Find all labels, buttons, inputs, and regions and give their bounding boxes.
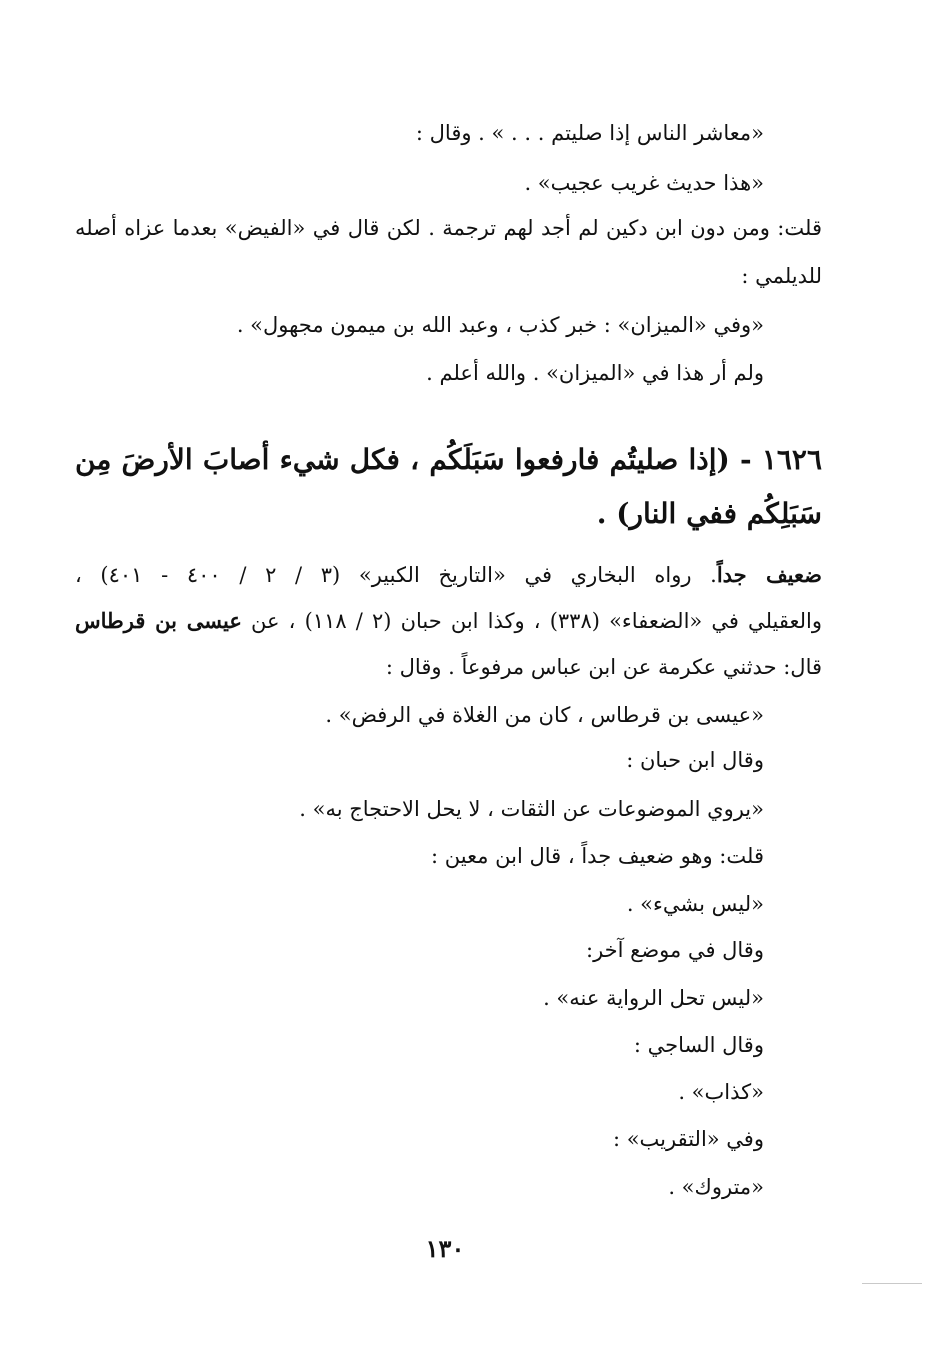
quote-line: «ليس تحل الرواية عنه» . xyxy=(543,986,764,1010)
text-line: قلت: وهو ضعيف جداً ، قال ابن معين : xyxy=(431,844,764,868)
text-line: وقال ابن حبان : xyxy=(626,748,764,772)
scan-mark xyxy=(862,1283,922,1284)
text-line: قلت: ومن دون ابن دكين لم أجد لهم ترجمة . لكن قال في «الفيض» بعدما عزاه أصله xyxy=(75,216,822,240)
text-line: وفي «التقريب» : xyxy=(612,1127,764,1151)
quote-line: «هذا حديث غريب عجيب» . xyxy=(524,171,764,195)
grading-line xyxy=(75,560,822,590)
quote-line: «ليس بشيء» . xyxy=(626,892,764,916)
grading-label: ضعيف جداً xyxy=(716,562,822,587)
text-line: قال: حدثني عكرمة عن ابن عباس مرفوعاً . وقال : xyxy=(385,655,822,679)
quote-line: «معاشر الناس إذا صليتم . . . » . وقال : xyxy=(415,121,764,145)
hadith-heading: ١٦٢٦ - (إذا صليتُم فارفعوا سَبَلَكُم ، فكل شيء أصابَ الأرضَ مِن xyxy=(75,443,822,476)
quote-line: «وفي «الميزان» : خبر كذب ، وعبد الله بن ميمون مجهول» . xyxy=(236,313,764,337)
quote-line: «يروي الموضوعات عن الثقات ، لا يحل الاحتجاج به» . xyxy=(299,797,764,821)
quote-line: «كذاب» . xyxy=(678,1080,764,1104)
text-line: وقال الساجي : xyxy=(633,1033,764,1057)
source-line xyxy=(75,606,822,636)
page-number: ١٣٠ xyxy=(425,1234,465,1263)
quote-line: «متروك» . xyxy=(668,1175,764,1199)
source-text: والعقيلي في «الضعفاء» (٣٣٨) ، وكذا ابن حبان (٢ / ١١٨) ، عن xyxy=(251,609,822,633)
text-line: للديلمي : xyxy=(741,264,822,288)
text-line: وقال في موضع آخر: xyxy=(586,938,764,962)
grading-text: . رواه البخاري في «التاريخ الكبير» (٣ / ٢ / ٤٠٠ - ٤٠١) ، xyxy=(75,563,717,587)
narrator-name: عيسى بن قرطاس xyxy=(75,608,242,633)
text-line: ولم أر هذا في «الميزان» . والله أعلم . xyxy=(426,361,764,385)
quote-line: «عيسى بن قرطاس ، كان من الغلاة في الرفض» . xyxy=(325,703,764,727)
hadith-heading-continued: سَبَلِكُم ففي النار) . xyxy=(596,497,822,530)
